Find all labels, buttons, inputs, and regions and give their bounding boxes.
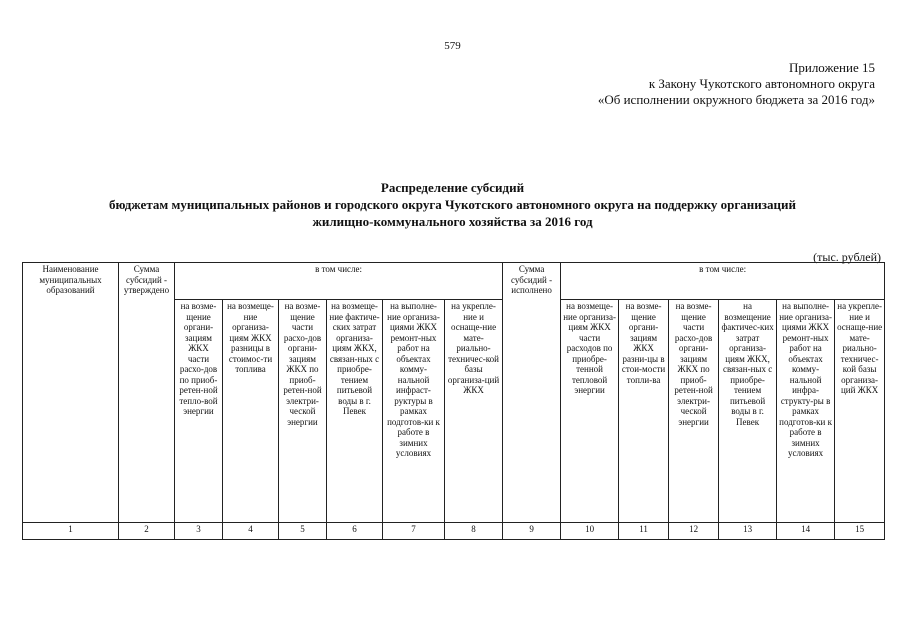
units-label: (тыс. рублей) [813,250,881,264]
subheader-cell: на возмеще-ние организа-циям ЖКХ разницы в стоимос-ти топлива [223,300,279,523]
column-number: 11 [619,523,669,540]
column-number: 15 [835,523,885,540]
column-number: 5 [279,523,327,540]
subheader-cell: на возмещение фактичес-ких затрат организа-циям ЖКХ, связан-ных с приобре-тением питьевой воды в г. Певек [719,300,777,523]
appendix-line-3: «Об исполнении окружного бюджета за 2016 год» [597,92,875,107]
subsidy-table [22,262,885,540]
column-number: 6 [327,523,383,540]
column-number: 3 [175,523,223,540]
column-number: 8 [445,523,503,540]
subheader-cell: на возме-щение органи-зациям ЖКХ разни-цы в стои-мости топли-ва [619,300,669,523]
column-number: 9 [503,523,561,540]
subheader-cell: на возмеще-ние организа-циям ЖКХ части расходов по приобре-тенной тепловой энергии [561,300,619,523]
subheader-cell: на выполне-ние организа-циями ЖКХ ремонт-ных работ на объектах комму-нальной инфраст-руктуры в рамках подготов-ки к работе в зимних условиях [383,300,445,523]
subheader-cell: на возме-щение части расхо-дов органи-зациям ЖКХ по приоб-ретен-ной электри-ческой энергии [669,300,719,523]
column-number: 12 [669,523,719,540]
header-municipality: Наименование муниципальных образований [23,263,119,523]
appendix-line-2: к Закону Чукотского автономного округа [648,76,875,91]
table-header-row [23,263,885,300]
appendix-line-1: Приложение 15 [788,60,875,75]
subheader-cell: на возме-щение органи-зациям ЖКХ части расхо-дов по приоб-ретен-ной тепло-вой энергии [175,300,223,523]
column-number: 2 [119,523,175,540]
subheader-cell: на укрепле-ние и оснаще-ние мате-риально-техничес-кой базы организа-ций ЖКХ [835,300,885,523]
column-number: 13 [719,523,777,540]
subheader-cell: на выполне-ние организа-циями ЖКХ ремонт-ных работ на объектах комму-нальной инфра-структу-ры в рамках подготов-ки к работе в зимних условиях [777,300,835,523]
document-title [0,179,905,230]
column-number: 7 [383,523,445,540]
subheader-cell: на возме-щение части расхо-дов органи-зациям ЖКХ по приоб-ретен-ной электри-ческой энергии [279,300,327,523]
header-group-approved: в том числе: [175,263,503,300]
subheader-cell: на возмеще-ние фактиче-ских затрат организа-циям ЖКХ, связан-ных с приобре-тением питьевой воды в г. Певек [327,300,383,523]
title-line-2: бюджетам муниципальных районов и городского округа Чукотского автономного округа на поддержку организаций [109,197,796,212]
subheader-cell: на укрепле-ние и оснаще-ние мате-риально-техничес-кой базы организа-ций ЖКХ [445,300,503,523]
title-line-1: Распределение субсидий [380,180,525,195]
column-number-row [23,523,885,540]
column-number: 14 [777,523,835,540]
column-number: 4 [223,523,279,540]
header-approved-total: Сумма субсидий - утверждено [119,263,175,523]
column-number: 1 [23,523,119,540]
header-group-executed: в том числе: [561,263,885,300]
page-number: 579 [444,40,461,52]
appendix-header [598,60,875,108]
header-executed-total: Сумма субсидий - исполнено [503,263,561,523]
column-number: 10 [561,523,619,540]
title-line-3: жилищно-коммунального хозяйства за 2016 год [312,214,593,229]
